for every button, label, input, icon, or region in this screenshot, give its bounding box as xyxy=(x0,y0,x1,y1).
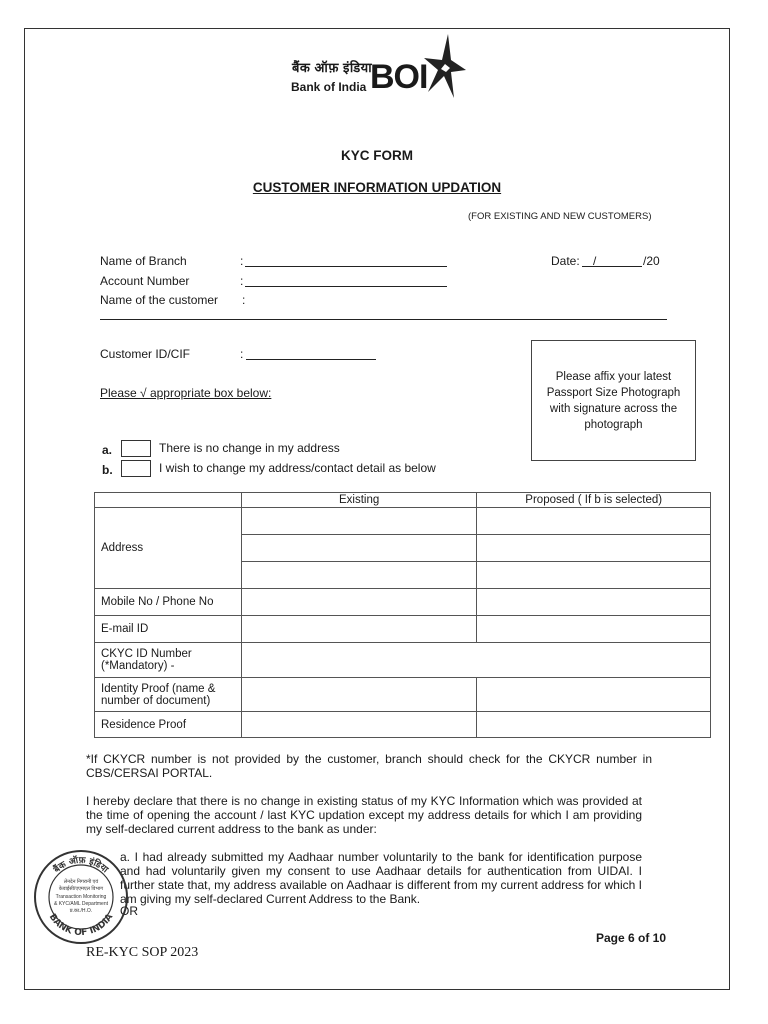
header-existing: Existing xyxy=(241,493,477,508)
photo-box xyxy=(531,340,696,461)
header-proposed: Proposed ( If b is selected) xyxy=(477,493,711,508)
department-seal xyxy=(33,849,129,950)
seal-line: लेनदेन निगरानी एवं xyxy=(63,879,99,885)
account-label: Account Number xyxy=(100,274,190,288)
option-a-text: There is no change in my address xyxy=(159,441,340,455)
form-subtitle: CUSTOMER INFORMATION UPDATION xyxy=(252,180,502,195)
header-blank xyxy=(95,493,242,508)
form-title: KYC FORM xyxy=(341,148,413,163)
colon: : xyxy=(240,254,244,268)
options-prompt: Please √ appropriate box below: xyxy=(100,386,272,400)
proposed-mobile[interactable] xyxy=(477,589,711,616)
proposed-email[interactable] xyxy=(477,616,711,643)
seal-top-text: बैंक ऑफ़ इंडिया xyxy=(52,855,110,876)
option-b-text: I wish to change my address/contact detail as below xyxy=(159,461,436,475)
option-a-letter: a. xyxy=(102,443,113,457)
customer-name-field[interactable] xyxy=(100,319,667,320)
option-b-letter: b. xyxy=(102,463,113,477)
table-row xyxy=(95,678,711,712)
table-row xyxy=(95,508,711,535)
logo-hindi-text: बैंक ऑफ़ इंडिया xyxy=(292,60,373,75)
ckyc-note: *If CKYCR number is not provided by the customer, branch should check for the CKYCR number in CBS/CERSAI PORTAL. xyxy=(86,752,652,780)
customer-name-label: Name of the customer xyxy=(100,293,219,307)
aadhaar-statement: a. I had already submitted my Aadhaar number voluntarily to the bank for identification purpose and had voluntarily given my consent to use Aadhaar details for authentication from UIDAI. I further state that, my address available on Aadhaar is different from my current address for which I am giving my self-declared Current Address to the Bank. xyxy=(120,850,642,906)
cif-label: Customer ID/CIF xyxy=(100,347,191,361)
row-label-residence: Residence Proof xyxy=(95,712,242,738)
proposed-address-1[interactable] xyxy=(477,508,711,535)
colon: : xyxy=(242,293,246,307)
logo-english-text: Bank of India xyxy=(291,80,367,94)
seal-line: Transaction Monitoring xyxy=(55,894,107,900)
colon: : xyxy=(240,347,244,361)
star-logo-icon xyxy=(424,34,466,103)
row-label-address: Address xyxy=(95,508,242,589)
existing-address-2[interactable] xyxy=(241,535,477,562)
seal-bottom-text: BANK OF INDIA xyxy=(46,912,116,939)
cif-field[interactable] xyxy=(246,347,376,360)
logo-boi-text: BOI xyxy=(370,58,428,96)
branch-field[interactable] xyxy=(245,254,447,267)
seal-line: & KYC/AML Department xyxy=(53,901,109,907)
row-label-ckyc: CKYC ID Number (*Mandatory) - xyxy=(95,643,242,678)
existing-email[interactable] xyxy=(241,616,477,643)
row-label-mobile: Mobile No / Phone No xyxy=(95,589,242,616)
seal-line: केवाईसी/एएमएल विभाग xyxy=(58,886,104,892)
table-header-row xyxy=(95,493,711,508)
declaration-text: I hereby declare that there is no change in existing status of my KYC Information which was provided at the time of opening the account / last KYC updation except my address details for which I am providing my self-declared current address to the bank as under: xyxy=(86,794,642,836)
existing-identity[interactable] xyxy=(241,678,477,712)
proposed-identity[interactable] xyxy=(477,678,711,712)
colon: : xyxy=(240,274,244,288)
ckyc-number-field[interactable] xyxy=(241,643,710,678)
row-label-email: E-mail ID xyxy=(95,616,242,643)
date-field[interactable] xyxy=(582,254,642,267)
sop-label: RE-KYC SOP 2023 xyxy=(86,945,199,960)
option-b-checkbox[interactable] xyxy=(121,460,151,477)
proposed-address-2[interactable] xyxy=(477,535,711,562)
date-label: Date: xyxy=(551,254,580,268)
existing-mobile[interactable] xyxy=(241,589,477,616)
branch-label: Name of Branch xyxy=(100,254,187,268)
existing-address-3[interactable] xyxy=(241,562,477,589)
or-text: OR xyxy=(120,904,138,918)
seal-line: प्र.का./H.O. xyxy=(69,908,93,914)
existing-residence[interactable] xyxy=(241,712,477,738)
proposed-address-3[interactable] xyxy=(477,562,711,589)
table-row xyxy=(95,616,711,643)
svg-text:BANK OF INDIA xyxy=(47,912,116,938)
date-year: /20 xyxy=(643,254,660,268)
photo-instructions: Please affix your latest Passport Size Photograph with signature across the photograph xyxy=(546,370,681,431)
proposed-residence[interactable] xyxy=(477,712,711,738)
existing-address-1[interactable] xyxy=(241,508,477,535)
date-separator: / xyxy=(593,254,597,268)
address-details-table xyxy=(94,492,711,738)
page-number: Page 6 of 10 xyxy=(596,931,667,945)
table-row xyxy=(95,643,711,678)
form-note: (FOR EXISTING AND NEW CUSTOMERS) xyxy=(468,211,652,222)
table-row xyxy=(95,589,711,616)
row-label-identity: Identity Proof (name & number of document) xyxy=(95,678,242,712)
option-a-checkbox[interactable] xyxy=(121,440,151,457)
account-field[interactable] xyxy=(245,274,447,287)
table-row xyxy=(95,712,711,738)
